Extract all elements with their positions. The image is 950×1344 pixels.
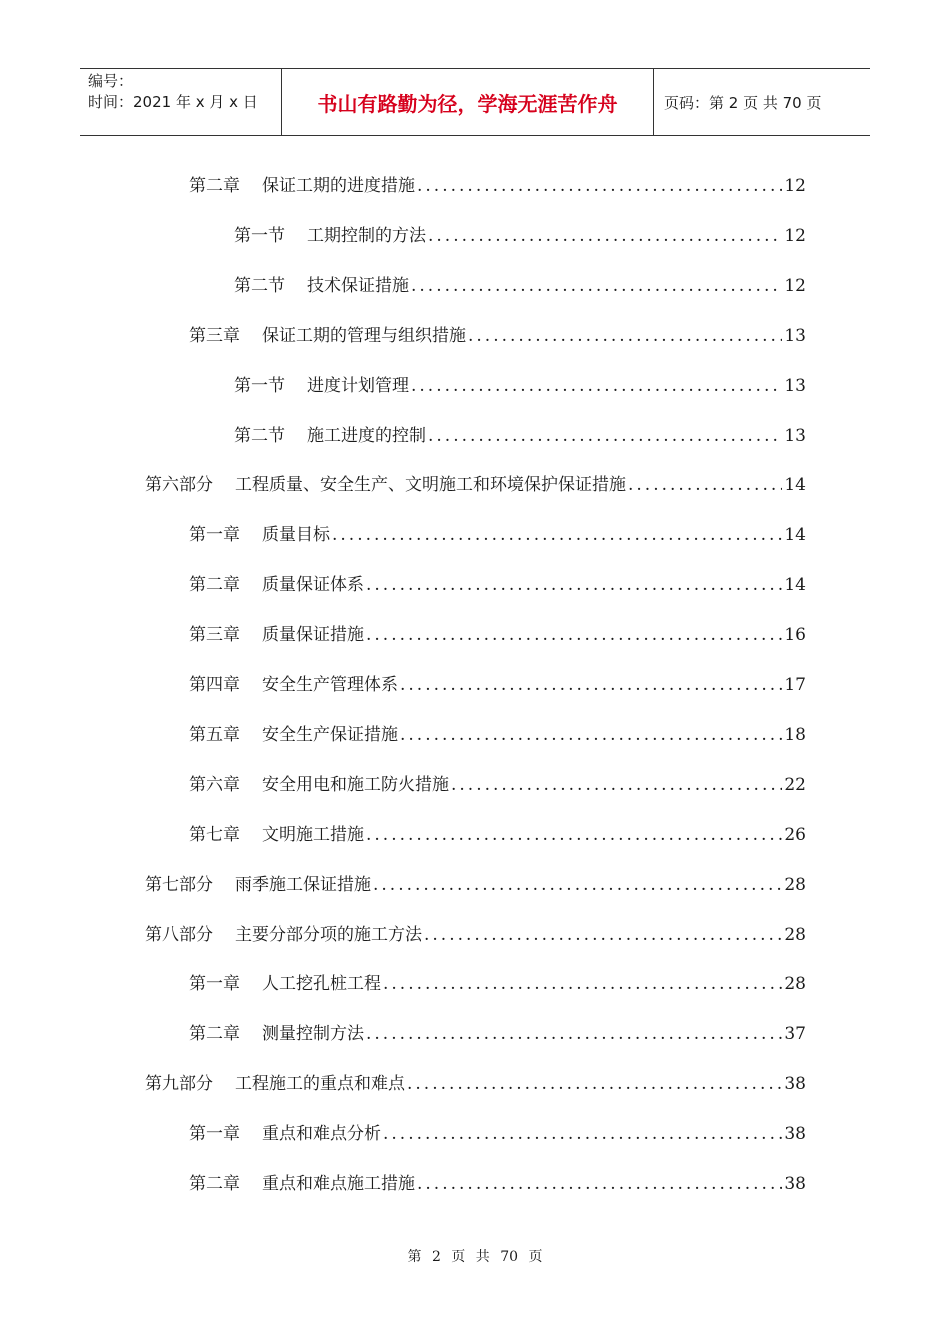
- toc-dot-leader: [468, 324, 782, 348]
- toc-dot-leader: [451, 773, 782, 797]
- toc-dot-leader: [628, 473, 782, 497]
- toc-entry-page: 13: [784, 426, 806, 446]
- toc-entry-page: 18: [784, 725, 806, 745]
- toc-dot-leader: [417, 174, 782, 198]
- toc-entry-title: 重点和难点施工措施: [262, 1174, 415, 1194]
- toc-dot-leader: [411, 274, 782, 298]
- toc-entry-number: 第九部分: [145, 1074, 213, 1094]
- toc-entry-title: 施工进度的控制: [307, 426, 426, 446]
- toc-entry-page: 13: [784, 326, 806, 346]
- toc-entry[interactable]: [234, 374, 806, 398]
- toc-entry-number: 第六部分: [145, 475, 213, 495]
- toc-entry-number: 第五章: [189, 725, 240, 745]
- toc-entry[interactable]: [189, 174, 806, 198]
- toc-entry[interactable]: [189, 673, 806, 697]
- toc-entry[interactable]: [189, 823, 806, 847]
- toc-entry-number: 第二章: [189, 176, 240, 196]
- toc-entry-title: 进度计划管理: [307, 376, 409, 396]
- toc-entry-title: 雨季施工保证措施: [235, 875, 371, 895]
- toc-entry-title: 测量控制方法: [262, 1024, 364, 1044]
- toc-entry-page: 37: [784, 1024, 806, 1044]
- toc-dot-leader: [366, 823, 782, 847]
- toc-entry[interactable]: [189, 1022, 806, 1046]
- toc-entry-title: 主要分部分项的施工方法: [235, 925, 422, 945]
- toc-dot-leader: [407, 1072, 782, 1096]
- toc-entry-title: 质量保证体系: [262, 575, 364, 595]
- toc-entry-page: 38: [784, 1074, 806, 1094]
- toc-entry-title: 保证工期的进度措施: [262, 176, 415, 196]
- toc-dot-leader: [417, 1172, 782, 1196]
- toc-entry-number: 第一节: [234, 226, 285, 246]
- toc-entry-number: 第一节: [234, 376, 285, 396]
- toc-entry-title: 安全生产管理体系: [262, 675, 398, 695]
- toc-entry[interactable]: [234, 424, 806, 448]
- toc-entry[interactable]: [234, 224, 806, 248]
- toc-entry-title: 质量保证措施: [262, 625, 364, 645]
- toc-dot-leader: [373, 873, 782, 897]
- toc-dot-leader: [400, 723, 782, 747]
- toc-entry-page: 28: [784, 875, 806, 895]
- toc-entry-page: 22: [784, 775, 806, 795]
- toc-entry-number: 第三章: [189, 625, 240, 645]
- toc-entry-title: 安全用电和施工防火措施: [262, 775, 449, 795]
- toc-dot-leader: [366, 573, 782, 597]
- page-footer: 第 2 页 共 70 页: [407, 1249, 543, 1265]
- toc-dot-leader: [332, 523, 782, 547]
- toc-entry-number: 第一章: [189, 1124, 240, 1144]
- toc-dot-leader: [424, 923, 782, 947]
- toc-dot-leader: [411, 374, 782, 398]
- toc-dot-leader: [366, 623, 782, 647]
- toc-dot-leader: [400, 673, 782, 697]
- toc-entry[interactable]: [189, 723, 806, 747]
- toc-entry-number: 第一章: [189, 974, 240, 994]
- header-motto: 书山有路勤为径，学海无涯苦作舟: [282, 69, 654, 135]
- toc-entry[interactable]: [189, 773, 806, 797]
- toc-entry[interactable]: [189, 623, 806, 647]
- toc-entry-title: 工程质量、安全生产、文明施工和环境保护保证措施: [235, 475, 626, 495]
- toc-entry[interactable]: [189, 523, 806, 547]
- toc-entry-page: 14: [784, 575, 806, 595]
- toc-entry[interactable]: [145, 473, 806, 497]
- header-page-info: 页码：第 2 页 共 70 页: [664, 93, 822, 112]
- toc-dot-leader: [383, 1122, 782, 1146]
- toc-entry-title: 文明施工措施: [262, 825, 364, 845]
- toc-dot-leader: [366, 1022, 782, 1046]
- toc-entry-title: 保证工期的管理与组织措施: [262, 326, 466, 346]
- toc-entry[interactable]: [189, 1122, 806, 1146]
- toc-entry-page: 28: [784, 925, 806, 945]
- toc-entry-number: 第四章: [189, 675, 240, 695]
- toc-entry-page: 14: [784, 525, 806, 545]
- toc-entry-page: 28: [784, 974, 806, 994]
- toc-entry[interactable]: [189, 324, 806, 348]
- toc-dot-leader: [383, 972, 782, 996]
- toc-entry-number: 第八部分: [145, 925, 213, 945]
- toc-entry-number: 第二章: [189, 1174, 240, 1194]
- toc-entry-number: 第一章: [189, 525, 240, 545]
- toc-entry-title: 工程施工的重点和难点: [235, 1074, 405, 1094]
- toc-entry-number: 第二节: [234, 276, 285, 296]
- toc-entry-title: 工期控制的方法: [307, 226, 426, 246]
- toc-entry-number: 第二章: [189, 575, 240, 595]
- page-header: [80, 68, 870, 136]
- toc-dot-leader: [428, 424, 782, 448]
- toc-entry-number: 第六章: [189, 775, 240, 795]
- toc-entry-page: 12: [784, 226, 806, 246]
- toc-entry-page: 16: [784, 625, 806, 645]
- toc-entry-number: 第二章: [189, 1024, 240, 1044]
- toc-entry-number: 第七章: [189, 825, 240, 845]
- toc-entry[interactable]: [189, 972, 806, 996]
- toc-entry-title: 质量目标: [262, 525, 330, 545]
- date-label: 时间：2021 年 x 月 x 日: [88, 93, 258, 111]
- toc-entry[interactable]: [145, 923, 806, 947]
- toc-entry-page: 26: [784, 825, 806, 845]
- serial-label: 编号：: [88, 72, 134, 90]
- toc-entry-number: 第三章: [189, 326, 240, 346]
- toc-entry[interactable]: [189, 1172, 806, 1196]
- toc-entry-number: 第二节: [234, 426, 285, 446]
- toc-entry-title: 人工挖孔桩工程: [262, 974, 381, 994]
- toc-entry[interactable]: [145, 873, 806, 897]
- toc-entry-number: 第七部分: [145, 875, 213, 895]
- toc-entry-title: 安全生产保证措施: [262, 725, 398, 745]
- toc-entry[interactable]: [234, 274, 806, 298]
- header-meta: [80, 69, 282, 135]
- toc-entry-title: 技术保证措施: [307, 276, 409, 296]
- toc-entry-page: 38: [784, 1124, 806, 1144]
- toc-entry-page: 38: [784, 1174, 806, 1194]
- toc-entry-page: 13: [784, 376, 806, 396]
- toc-entry-title: 重点和难点分析: [262, 1124, 381, 1144]
- toc-entry-page: 17: [784, 675, 806, 695]
- toc-dot-leader: [428, 224, 782, 248]
- toc-entry[interactable]: [189, 573, 806, 597]
- toc-entry[interactable]: [145, 1072, 806, 1096]
- toc-entry-page: 12: [784, 176, 806, 196]
- toc-entry-page: 12: [784, 276, 806, 296]
- toc-entry-page: 14: [784, 475, 806, 495]
